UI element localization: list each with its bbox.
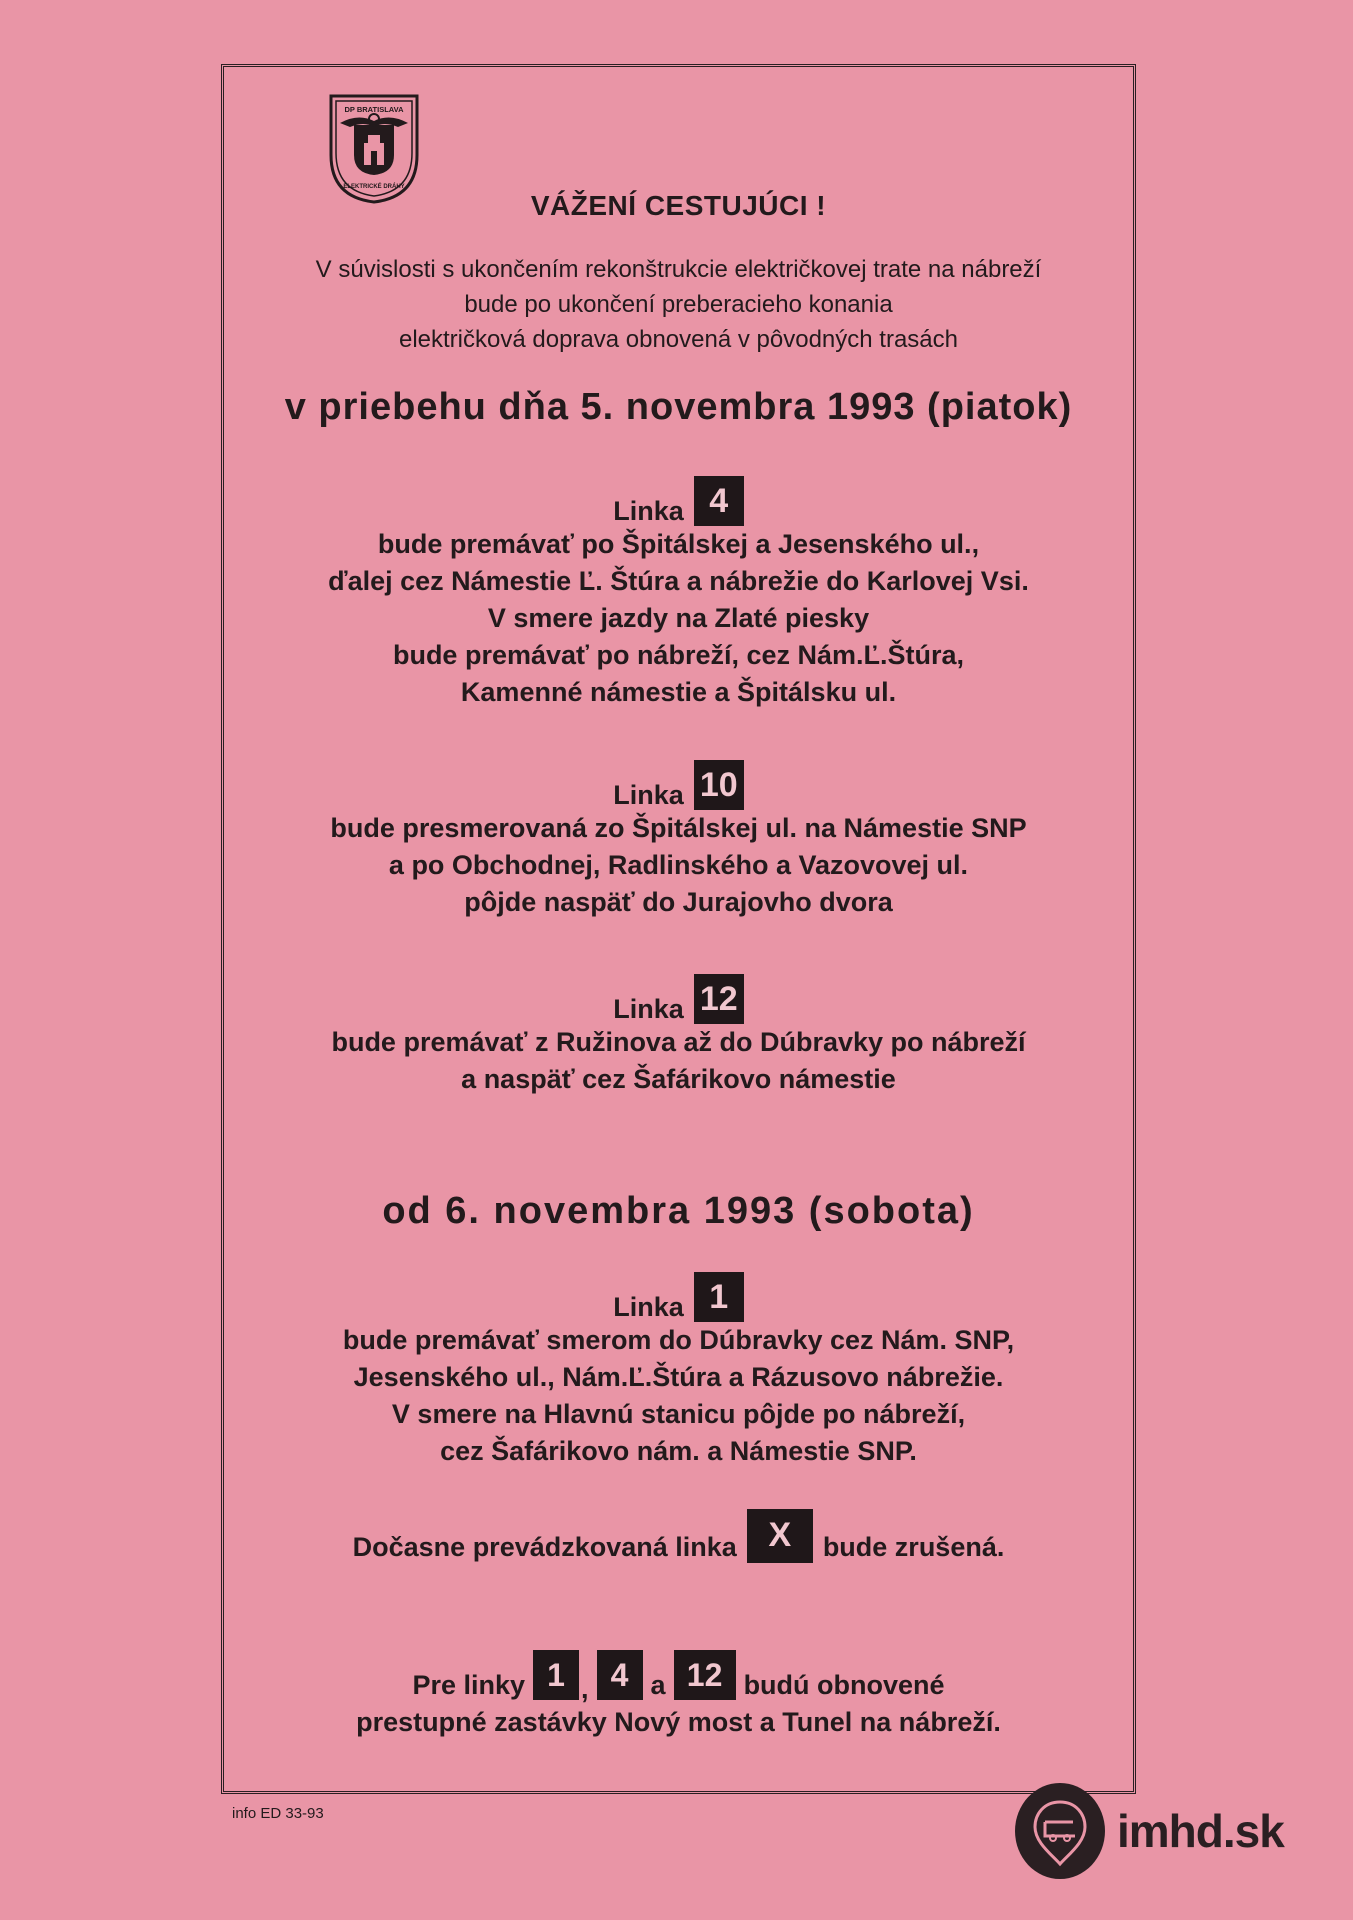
line-10-block <box>224 760 1133 921</box>
intro-line: bude po ukončení preberacieho konania <box>464 291 893 318</box>
transfer-block <box>224 1650 1133 1741</box>
section2-heading: od 6. novembra 1993 (sobota) <box>382 1190 975 1232</box>
line-4-block <box>224 476 1133 711</box>
intro-line: V súvislosti s ukončením rekonštrukcie električkovej trate na nábreží <box>315 256 1042 283</box>
line-1-block <box>224 1272 1133 1470</box>
line-badge-1: 1 <box>694 1272 744 1322</box>
section1-heading: v priebehu dňa 5. novembra 1993 (piatok) <box>284 386 1073 428</box>
linka-label: Linka <box>613 994 684 1024</box>
route-line: bude premávať po nábreží, cez Nám.Ľ.Štúra, <box>392 640 965 670</box>
line-badge-12: 12 <box>694 974 744 1024</box>
route-line: V smere jazdy na Zlaté piesky <box>487 603 870 633</box>
notice-title: VÁŽENÍ CESTUJÚCI ! <box>530 190 827 221</box>
line-12-block <box>224 974 1133 1098</box>
cancel-line-x <box>224 1508 1133 1563</box>
svg-text:ELEKTRICKÉ DRÁHY: ELEKTRICKÉ DRÁHY <box>343 184 405 190</box>
transfer-text-after: budú obnovené <box>743 1670 945 1700</box>
line-badge-x: X <box>747 1509 813 1563</box>
intro-text <box>224 252 1133 357</box>
intro-line: električková doprava obnovená v pôvodných trasách <box>398 326 958 353</box>
svg-text:DP BRATISLAVA: DP BRATISLAVA <box>344 105 404 114</box>
linka-label: Linka <box>613 496 684 526</box>
cancel-text-before: Dočasne prevádzkovaná linka <box>352 1532 737 1562</box>
line-badge-4: 4 <box>694 476 744 526</box>
line-badge-4: 4 <box>597 1650 643 1700</box>
route-line: bude premávať z Ružinova až do Dúbravky po nábreží <box>331 1027 1026 1057</box>
route-line: bude premávať smerom do Dúbravky cez Nám. SNP, <box>342 1325 1015 1355</box>
linka-label: Linka <box>613 1292 684 1322</box>
transfer-line-2: prestupné zastávky Nový most a Tunel na nábreží. <box>356 1707 1001 1737</box>
dp-bratislava-logo <box>328 93 420 205</box>
route-line: V smere na Hlavnú stanicu pôjde po nábreží, <box>391 1399 966 1429</box>
imhd-watermark-text: imhd.sk <box>1117 1805 1284 1857</box>
comma: , <box>581 1674 589 1704</box>
line-badge-10: 10 <box>694 760 744 810</box>
route-line: bude premávať po Špitálskej a Jesenského ul., <box>377 529 980 559</box>
route-line: Jesenského ul., Nám.Ľ.Štúra a Rázusovo nábrežie. <box>353 1362 1004 1392</box>
route-line: pôjde naspäť do Jurajovho dvora <box>464 887 893 917</box>
route-line: ďalej cez Námestie Ľ. Štúra a nábrežie do Karlovej Vsi. <box>328 566 1029 596</box>
line-badge-1: 1 <box>533 1650 579 1700</box>
linka-label: Linka <box>613 780 684 810</box>
route-line: a po Obchodnej, Radlinského a Vazovovej ul. <box>388 850 969 880</box>
document-code: info ED 33-93 <box>232 1805 324 1822</box>
cancel-text-after: bude zrušená. <box>822 1532 1005 1562</box>
line-badge-12: 12 <box>674 1650 736 1700</box>
imhd-logo-icon <box>1011 1782 1109 1880</box>
imhd-watermark <box>1011 1782 1284 1880</box>
and-text: a <box>650 1670 666 1700</box>
route-line: Kamenné námestie a Špitálsku ul. <box>460 677 897 707</box>
route-line: a naspäť cez Šafárikovo námestie <box>461 1064 896 1094</box>
transfer-text-before: Pre linky <box>412 1670 526 1700</box>
route-line: bude presmerovaná zo Špitálskej ul. na Námestie SNP <box>330 813 1027 843</box>
route-line: cez Šafárikovo nám. a Námestie SNP. <box>440 1436 917 1466</box>
